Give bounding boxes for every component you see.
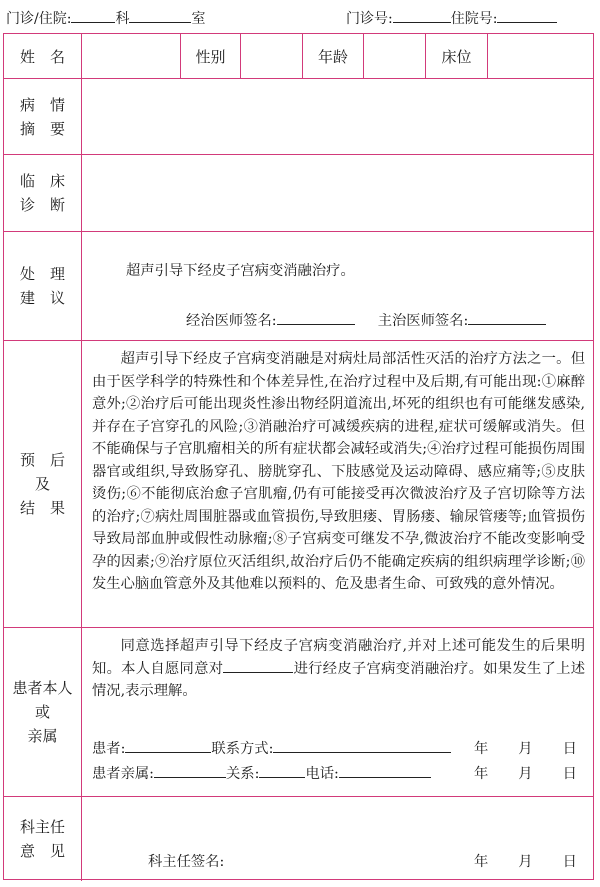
inpatient-no-field[interactable] xyxy=(497,8,557,23)
age-field[interactable] xyxy=(364,34,426,78)
relation-field[interactable] xyxy=(259,763,305,778)
relative-sign-field[interactable] xyxy=(154,763,226,778)
condition-summary-row xyxy=(4,78,593,154)
treatment-advice-row xyxy=(4,231,593,340)
clinic-dept-line xyxy=(6,8,205,28)
bed-field[interactable] xyxy=(488,34,593,78)
record-number-line xyxy=(346,8,557,28)
contact-label: 联系方式: xyxy=(211,741,274,757)
director-opinion-content xyxy=(82,797,593,881)
room-field[interactable] xyxy=(129,8,191,23)
director-sign-field[interactable] xyxy=(287,849,437,867)
form-header xyxy=(6,8,594,30)
age-label: 年龄 xyxy=(303,34,364,78)
condition-summary-field[interactable] xyxy=(82,79,593,154)
dept-suffix: 科 xyxy=(115,11,130,27)
consent-patient-name-field[interactable] xyxy=(223,658,293,673)
treatment-advice-label: 处 理 建 议 xyxy=(4,232,82,340)
prognosis-content xyxy=(82,341,593,627)
treatment-advice-text: 超声引导下经皮子宫病变消融治疗。 xyxy=(126,263,355,279)
clinical-diagnosis-field[interactable] xyxy=(82,155,593,231)
relative-sign-line xyxy=(92,763,431,783)
patient-info-row xyxy=(4,34,593,78)
chief-doctor-sign-label: 主治医师签名: xyxy=(377,313,469,329)
doctor-sign-line xyxy=(186,310,546,330)
name-label: 姓 名 xyxy=(4,34,82,78)
prognosis-row xyxy=(4,340,593,627)
clinical-diagnosis-row xyxy=(4,154,593,231)
patient-sign-field[interactable] xyxy=(125,738,211,753)
phone-label: 电话: xyxy=(305,766,339,782)
prognosis-label: 预 后 及 结 果 xyxy=(4,341,82,627)
outpatient-no-label: 门诊号: xyxy=(346,11,393,27)
room-suffix: 室 xyxy=(191,11,206,27)
patient-consent-row xyxy=(4,627,593,796)
director-date: 年 月 日 xyxy=(474,854,577,870)
sex-label: 性别 xyxy=(181,34,241,78)
relative-label: 患者亲属: xyxy=(92,766,155,782)
consent-text: 同意选择超声引导下经皮子宫病变消融治疗,并对上述可能发生的后果明知。本人自愿同意对 进行经皮子宫病变消融治疗。如果发生了上述情况,表示理解。 xyxy=(92,638,586,699)
attending-doctor-sign-field[interactable] xyxy=(277,310,355,325)
patient-date: 年 月 日 xyxy=(474,741,577,757)
patient-consent-label: 患者本人 或 亲属 xyxy=(4,628,82,796)
director-opinion-row xyxy=(4,796,593,881)
name-field[interactable] xyxy=(82,34,181,78)
inpatient-no-label: 住院号: xyxy=(450,11,498,27)
relation-label: 关系: xyxy=(226,766,260,782)
bed-label: 床位 xyxy=(426,34,488,78)
prognosis-text: 超声引导下经皮子宫病变消融是对病灶局部活性灭活的治疗方法之一。但由于医学科学的特殊性和个体差异性,在治疗过程中及后期,有可能出现:①麻醉意外;②治疗后可能出现炎性渗出物经阴道流出,坏死的组织也有可能继发感染,并存在子宫穿孔的风险;③消融治疗可减缓疾病的进程,症状可缓解或消失。但不能确保与子宫肌瘤相关的所有症状都会减轻或消失;④治疗过程可能损伤周围器官或组织,导致肠穿孔、膀胱穿孔、下肢感觉及运动障碍、感应痛等;⑤皮肤烫伤;⑥不能彻底治愈子宫肌瘤,仍有可能接受再次微波治疗及子宫切除等方法的治疗;⑦病灶周围脏器或血管损伤,导致胆瘘、胃肠瘘、输尿管瘘等;血管损伤导致局部血肿或假性动脉瘤;⑧子宫病变可继发不孕,微波治疗不能改变影响受孕的因素;⑨治疗原位灭活组织,故治疗后仍不能确定疾病的组织病理学诊断;⑩发生心脑血管意外及其他难以预料的、危及患者生命、可致残的意外情况。 xyxy=(92,351,585,592)
director-opinion-label: 科主任 意 见 xyxy=(4,797,82,881)
consent-form-table xyxy=(3,33,594,880)
dept-field[interactable] xyxy=(71,8,115,23)
attending-doctor-sign-label: 经治医师签名: xyxy=(186,313,277,329)
patient-consent-content xyxy=(82,628,593,796)
contact-field[interactable] xyxy=(273,738,451,753)
clinic-label: 门诊/住院: xyxy=(6,11,72,27)
treatment-advice-content xyxy=(82,232,593,340)
relative-date: 年 月 日 xyxy=(474,766,577,782)
director-sign-label: 科主任签名: xyxy=(148,854,225,870)
patient-label: 患者: xyxy=(92,741,126,757)
outpatient-no-field[interactable] xyxy=(393,8,451,23)
phone-field[interactable] xyxy=(339,763,431,778)
patient-sign-line xyxy=(92,738,451,758)
condition-summary-label: 病 情 摘 要 xyxy=(4,79,82,154)
chief-doctor-sign-field[interactable] xyxy=(468,310,546,325)
sex-field[interactable] xyxy=(241,34,303,78)
clinical-diagnosis-label: 临 床 诊 断 xyxy=(4,155,82,231)
